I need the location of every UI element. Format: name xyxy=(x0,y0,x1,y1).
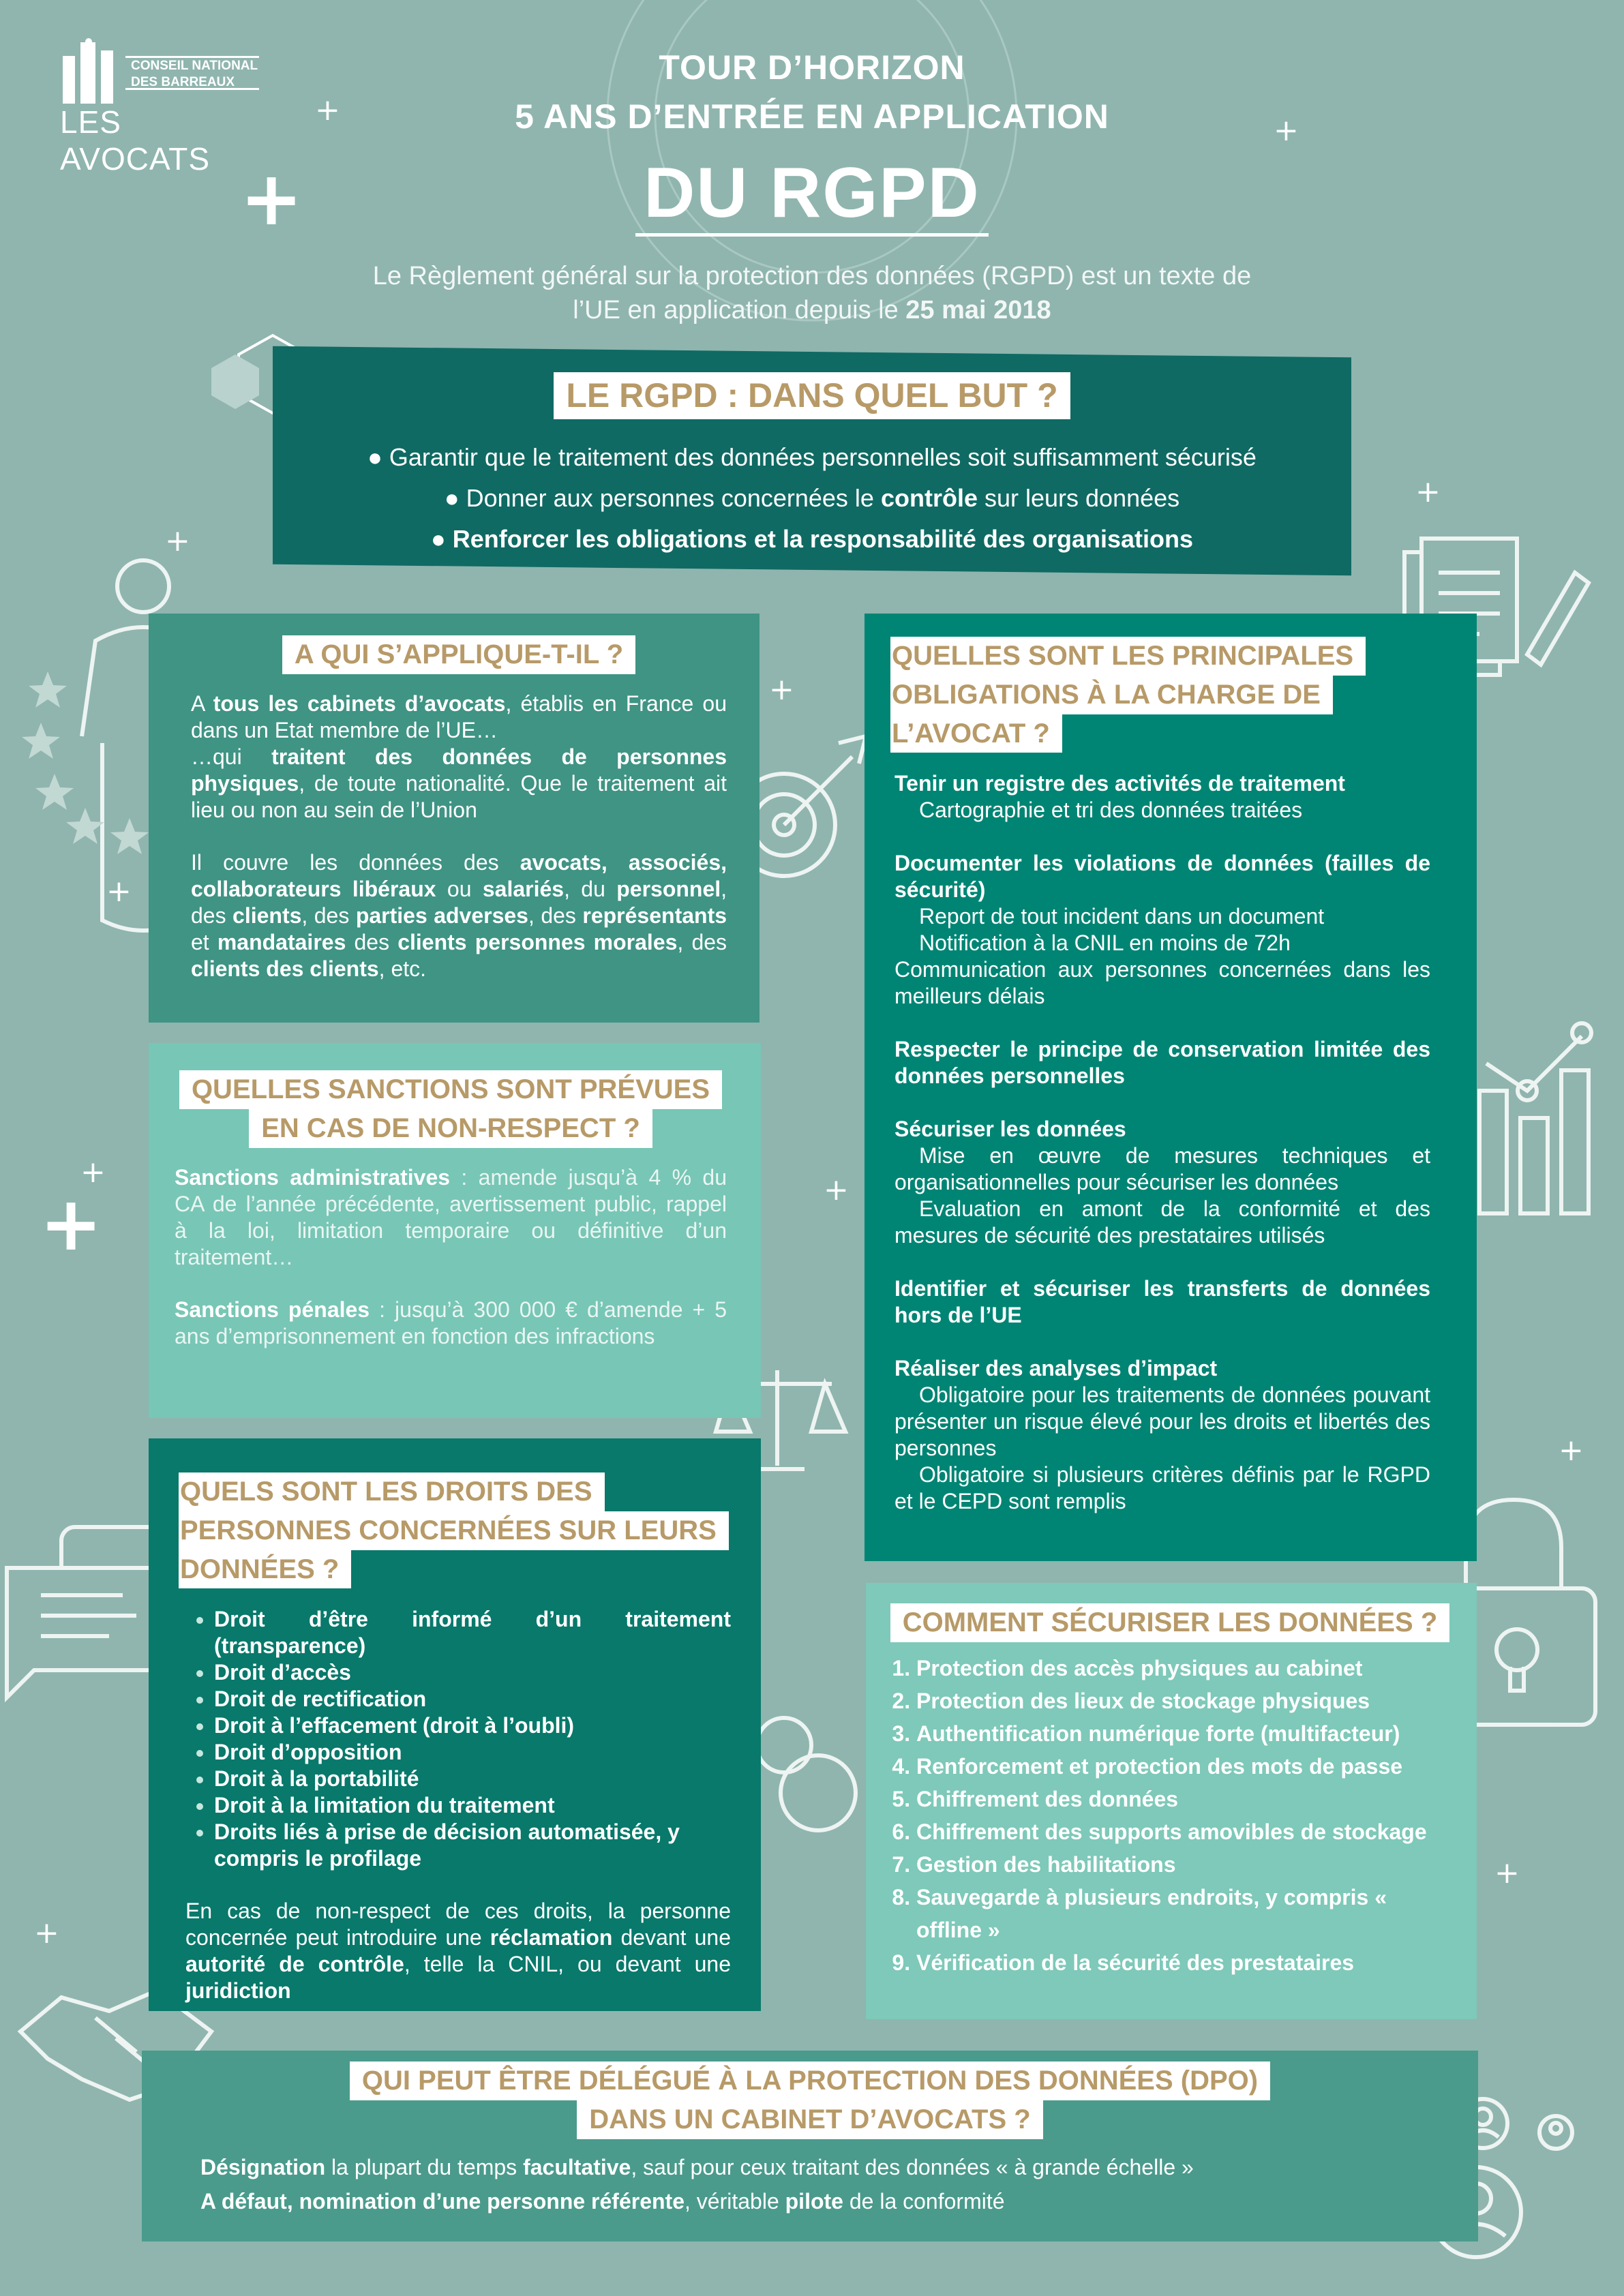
text-run: de la conformité xyxy=(843,2188,1005,2214)
title-main: DU RGPD xyxy=(644,153,980,232)
purpose-item-text: sur leurs données xyxy=(977,484,1180,512)
sanctions-heading-wrap xyxy=(175,1070,727,1148)
plus-decoration: + xyxy=(40,1180,103,1267)
security-list xyxy=(886,1652,1454,1979)
logo-council-line2: DES BARREAUX xyxy=(131,75,235,89)
list-item: 4. Renforcement et protection des mots de passe xyxy=(916,1750,1454,1783)
obligation-item xyxy=(894,1036,1430,1089)
list-item: 9. Vérification de la sécurité des prestataires xyxy=(916,1946,1454,1979)
text-bold: clients personnes morales xyxy=(397,929,678,954)
purpose-heading: LE RGPD : DANS QUEL BUT ? xyxy=(554,372,1070,419)
plus-decoration: + xyxy=(769,672,794,707)
security-heading: COMMENT SÉCURISER LES DONNÉES ? xyxy=(890,1603,1450,1642)
obligation-detail: Obligatoire pour les traitements de données pouvant présenter un risque élevé pour les droits et libertés des personnes xyxy=(894,1383,1430,1461)
obligation-title: Respecter le principe de conservation limitée des données personnelles xyxy=(894,1037,1430,1089)
intro-line1: Le Règlement général sur la protection des données (RGPD) est un texte de xyxy=(372,262,1252,290)
plus-decoration: + xyxy=(34,1916,59,1950)
purpose-item-bold: contrôle xyxy=(880,484,978,512)
purpose-item xyxy=(273,437,1351,478)
text-bold: A défaut, nomination d’une personne référente xyxy=(200,2188,685,2214)
list-item: • Droit à la limitation du traitement xyxy=(214,1792,731,1819)
text-bold: avocats, associés, collaborateurs libéraux xyxy=(191,849,727,901)
scope-heading: A QUI S’APPLIQUE-T-IL ? xyxy=(282,635,635,674)
text-bold: juridiction xyxy=(185,1978,291,2004)
scope-heading-wrap xyxy=(191,635,727,674)
obligations-heading-line3: L’AVOCAT ? xyxy=(890,714,1062,753)
text-bold: Désignation xyxy=(200,2154,326,2179)
rights-list xyxy=(179,1606,731,1872)
list-item: 6. Chiffrement des supports amovibles de stockage xyxy=(916,1815,1454,1848)
obligations-heading-line2: OBLIGATIONS À LA CHARGE DE xyxy=(890,676,1333,714)
list-item: 8. Sauvegarde à plusieurs endroits, y compris « offline » xyxy=(916,1881,1454,1946)
text-bold: parties adverses xyxy=(355,903,528,928)
bullet-icon: ● xyxy=(444,484,466,512)
obligation-detail: Evaluation en amont de la conformité et des mesures de sécurité des prestataires utilisés xyxy=(894,1196,1430,1248)
text-run: ou xyxy=(436,876,483,901)
text-bold: facultative xyxy=(523,2154,631,2179)
text-bold: mandataires xyxy=(217,929,346,954)
plus-decoration: + xyxy=(1559,1433,1584,1468)
list-item: 2. Protection des lieux de stockage physiques xyxy=(916,1685,1454,1717)
text-bold: clients xyxy=(232,903,302,928)
title-line1: TOUR D’HORIZON xyxy=(659,48,965,87)
dpo-line2 xyxy=(200,2184,1478,2218)
dpo-heading-wrap xyxy=(142,2061,1478,2139)
title-line2: 5 ANS D’ENTRÉE EN APPLICATION xyxy=(515,97,1109,136)
rights-heading-line1: QUELS SONT LES DROITS DES xyxy=(179,1472,605,1511)
plus-decoration: + xyxy=(240,155,303,242)
obligation-title: Identifier et sécuriser les transferts de données hors de l’UE xyxy=(894,1276,1430,1328)
list-item: • Droits liés à prise de décision automatisée, y compris le profilage xyxy=(214,1819,731,1872)
text-run: En cas de non-respect de ces droits, la personne concernée peut introduire une xyxy=(185,1899,731,1950)
sanctions-content xyxy=(175,1070,727,1350)
title-underline xyxy=(635,233,989,237)
plus-decoration: + xyxy=(315,93,340,127)
plus-decoration: + xyxy=(80,1155,106,1190)
text-run: …qui xyxy=(191,744,272,769)
plus-decoration: + xyxy=(824,1173,849,1207)
obligation-title: Réaliser des analyses d’impact xyxy=(894,1356,1218,1381)
text-run: la plupart du temps xyxy=(325,2154,524,2179)
purpose-item-text: Garantir que le traitement des données personnelles soit suffisamment sécurisé xyxy=(389,443,1257,471)
text-bold: personnel xyxy=(616,876,721,901)
obligation-detail: Cartographie et tri des données traitées xyxy=(919,798,1303,823)
list-item: • Droit d’accès xyxy=(214,1659,731,1686)
dpo-content xyxy=(142,2061,1478,2218)
list-item: 5. Chiffrement des données xyxy=(916,1783,1454,1815)
text-run: , des xyxy=(191,876,727,928)
obligation-title: Tenir un registre des activités de traitement xyxy=(894,771,1345,796)
purpose-content xyxy=(273,372,1351,560)
text-bold: Sanctions pénales xyxy=(175,1297,370,1322)
text-run: des xyxy=(346,929,398,954)
title-block xyxy=(0,46,1624,138)
rights-content xyxy=(179,1472,731,2004)
obligations-content xyxy=(890,637,1430,1515)
intro-text-part: l’UE en application depuis le xyxy=(573,296,906,324)
text-bold: pilote xyxy=(785,2188,843,2214)
obligation-detail: Obligatoire si plusieurs critères définis par le RGPD et le CEPD sont remplis xyxy=(894,1462,1430,1514)
text-run: , telle la CNIL, ou devant une xyxy=(404,1952,732,1977)
rights-footer xyxy=(179,1898,731,2004)
sanctions-heading-line1: QUELLES SANCTIONS SONT PRÉVUES xyxy=(179,1070,722,1109)
dpo-heading-line2: DANS UN CABINET D’AVOCATS ? xyxy=(577,2100,1042,2139)
obligation-detail: Communication aux personnes concernées dans les meilleurs délais xyxy=(894,957,1430,1009)
list-item: • Droit d’opposition xyxy=(214,1739,731,1766)
obligation-detail: Report de tout incident dans un document xyxy=(919,904,1325,929)
plus-decoration: + xyxy=(1415,474,1441,509)
plus-decoration: + xyxy=(1274,113,1299,148)
text-bold: réclamation xyxy=(490,1925,613,1950)
list-item: • Droit à la portabilité xyxy=(214,1766,731,1792)
purpose-item-text: Renforcer les obligations et la responsabilité des organisations xyxy=(452,525,1194,553)
text-run: devant une xyxy=(612,1925,732,1950)
list-item: 7. Gestion des habilitations xyxy=(916,1848,1454,1881)
list-item: 1. Protection des accès physiques au cabinet xyxy=(916,1652,1454,1685)
scope-paragraph-2 xyxy=(191,849,727,982)
obligation-detail: Notification à la CNIL en moins de 72h xyxy=(919,931,1291,956)
obligations-list xyxy=(890,770,1430,1515)
text-bold: Sanctions administratives xyxy=(175,1164,451,1190)
obligations-heading-wrap xyxy=(890,637,1430,753)
text-bold: tous les cabinets d’avocats xyxy=(213,691,506,716)
obligation-title: Documenter les violations de données (failles de sécurité) xyxy=(894,851,1430,903)
rights-heading-wrap xyxy=(179,1472,731,1588)
intro-date: 25 mai 2018 xyxy=(905,296,1051,324)
plus-decoration: + xyxy=(1494,1856,1520,1890)
intro-text xyxy=(273,259,1351,327)
obligation-item xyxy=(894,1355,1430,1515)
text-run: , établis en France ou dans un Etat membre de l’UE… xyxy=(191,691,727,742)
obligation-item xyxy=(894,850,1430,1010)
security-heading-wrap xyxy=(886,1603,1454,1642)
list-item: • Droit de rectification xyxy=(214,1686,731,1712)
list-item: • Droit d’être informé d’un traitement (transparence) xyxy=(214,1606,731,1659)
dpo-heading-line1: QUI PEUT ÊTRE DÉLÉGUÉ À LA PROTECTION DES DONNÉES (DPO) xyxy=(350,2061,1270,2100)
logo-council-line1: CONSEIL NATIONAL xyxy=(131,59,258,73)
sanctions-admin xyxy=(175,1164,727,1271)
intro-line2 xyxy=(273,293,1351,327)
text-run: , sauf pour ceux traitant des données « à grande échelle » xyxy=(631,2154,1194,2179)
text-bold: salariés xyxy=(482,876,565,901)
text-run: , des xyxy=(528,903,583,928)
plus-decoration: + xyxy=(106,874,132,909)
obligations-heading-line1: QUELLES SONT LES PRINCIPALES xyxy=(890,637,1366,676)
list-item: 3. Authentification numérique forte (multifacteur) xyxy=(916,1717,1454,1750)
text-run: , de toute nationalité. Que le traitement ait lieu ou non au sein de l’Union xyxy=(191,770,727,822)
text-run: , des xyxy=(301,903,356,928)
text-run: et xyxy=(191,929,217,954)
logo-brand: LES AVOCATS xyxy=(60,104,210,177)
dpo-line1 xyxy=(200,2150,1478,2184)
purpose-item xyxy=(273,519,1351,560)
text-bold: traitent des données de personnes physiques xyxy=(191,744,727,796)
list-item: • Droit à l’effacement (droit à l’oubli) xyxy=(214,1712,731,1739)
purpose-item-text: Donner aux personnes concernées le xyxy=(466,484,881,512)
text-run: : amende jusqu’à 4 % du CA de l’année précédente, avertissement public, rappel à la loi, limitation temporaire ou définitive d’un traitement… xyxy=(175,1164,727,1269)
rights-heading-line3: DONNÉES ? xyxy=(179,1550,351,1589)
obligation-item xyxy=(894,770,1430,824)
obligation-item xyxy=(894,1116,1430,1249)
security-content xyxy=(886,1603,1454,1979)
scope-paragraph-1 xyxy=(191,691,727,824)
text-run: Il couvre les données des xyxy=(191,849,520,875)
purpose-item xyxy=(273,478,1351,519)
obligation-title: Sécuriser les données xyxy=(894,1117,1126,1142)
text-run: A xyxy=(191,691,213,716)
text-run: , du xyxy=(564,876,617,901)
rights-heading-line2: PERSONNES CONCERNÉES SUR LEURS xyxy=(179,1511,729,1550)
text-run: : jusqu’à 300 000 € d’amende + 5 ans d’emprisonnement en fonction des infractions xyxy=(175,1297,727,1348)
plus-decoration: + xyxy=(165,524,190,558)
text-bold: clients des clients xyxy=(191,956,379,981)
text-run: , des xyxy=(677,929,727,954)
obligation-item xyxy=(894,1275,1430,1329)
sanctions-heading-line2: EN CAS DE NON-RESPECT ? xyxy=(249,1109,652,1148)
bullet-icon: ● xyxy=(367,443,389,471)
text-bold: représentants xyxy=(582,903,727,928)
bullet-icon: ● xyxy=(430,525,453,553)
obligation-detail: Mise en œuvre de mesures techniques et organisationnelles pour sécuriser les données xyxy=(894,1143,1430,1195)
text-run: , etc. xyxy=(378,956,427,981)
scope-content xyxy=(191,635,727,982)
text-bold: autorité de contrôle xyxy=(185,1952,404,1977)
text-run: , véritable xyxy=(685,2188,785,2214)
purpose-list xyxy=(273,437,1351,560)
dpo-text xyxy=(142,2150,1478,2218)
sanctions-penal xyxy=(175,1297,727,1350)
